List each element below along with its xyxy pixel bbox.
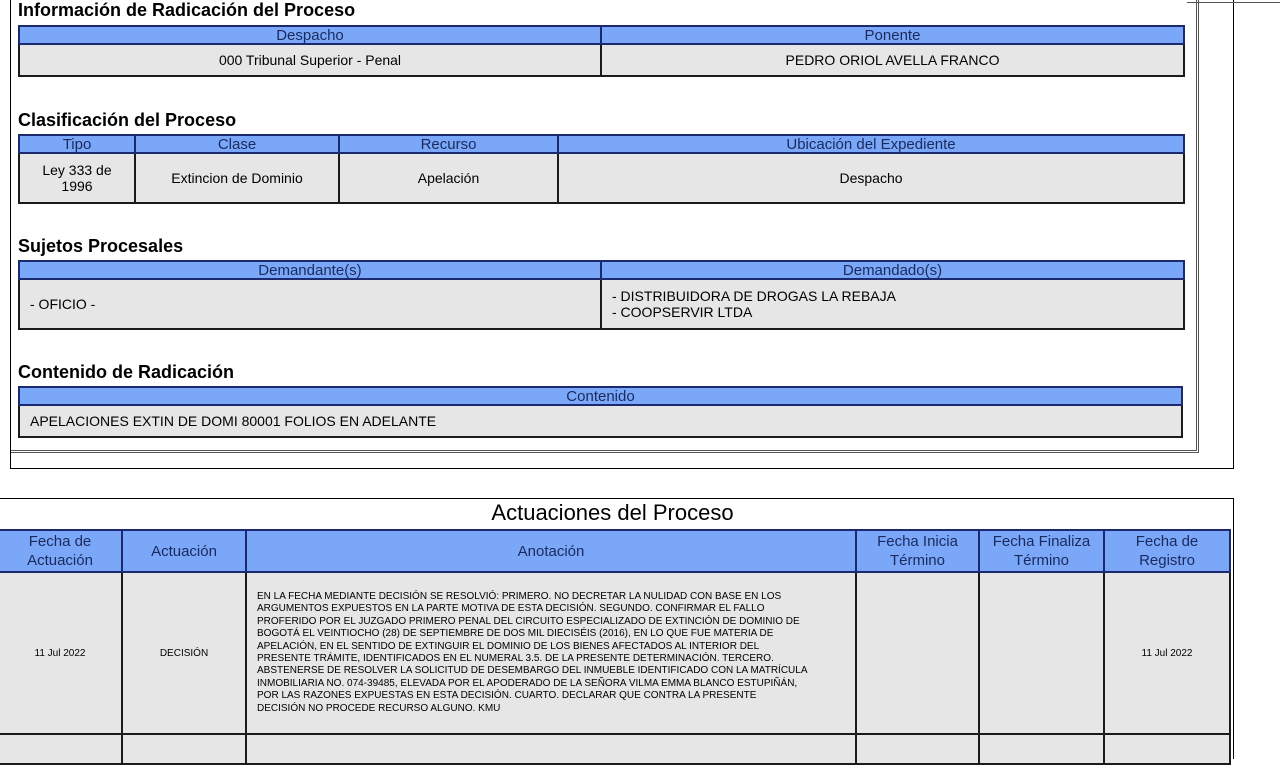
empty-cell [856,734,979,764]
empty-cell [122,734,246,764]
actuaciones-table [0,529,1231,765]
actuacion-cell: DECISIÓN [122,572,246,734]
fecha-finaliza-header: Fecha Finaliza Término [979,530,1104,572]
empty-cell [246,734,856,764]
fecha-registro-cell: 11 Jul 2022 [1104,572,1230,734]
demandado-header: Demandado(s) [601,261,1184,279]
demandante-value: - OFICIO - [19,279,601,329]
demandante-header: Demandante(s) [19,261,601,279]
contenido-table [18,386,1183,438]
ubicacion-value: Despacho [558,153,1184,203]
tipo-header: Tipo [19,135,135,153]
sujetos-table [18,260,1185,330]
empty-cell [0,734,122,764]
anotacion-cell: EN LA FECHA MEDIANTE DECISIÓN SE RESOLVIÓ: PRIMERO. NO DECRETAR LA NULIDAD CON BASE EN LOS ARGUMENTOS EXPUESTOS EN LA PARTE MOTIVA DE ESTA DECISIÓN. SEGUNDO. CONFIRMAR EL FALLO PROFERIDO POR EL JUZGADO PRIMERO PENAL DEL CIRCUITO ESPECIALIZADO DE EXTINCIÓN DE DOMINIO DE BOGOTÁ EL VEINTIOCHO (28) DE SEPTIEMBRE DE DOS MIL DIECISÉIS (2016), EN LO QUE FUE MATERIA DE APELACIÓN, EN EL SENTIDO DE EXTINGUIR EL DOMINIO DE LOS BIENES AFECTADOS AL INTERIOR DEL PRESENTE TRÁMITE, IDENTIFICADOS EN EL NUMERAL 3.5. DE LA PRESENTE DETERMINACIÓN. TERCERO. ABSTENERSE DE RESOLVER LA SOLICITUD DE DESEMBARGO DEL INMUEBLE IDENTIFICADO CON LA MATRÍCULA INMOBILIARIA NO. 074-39485, ELEVADA POR EL APODERADO DE LA SEÑORA VILMA EMMA BLANCO ESTUPIÑÁN, POR LAS RAZONES EXPUESTAS EN ESTA DECISIÓN. CUARTO. DECLARAR QUE CONTRA LA PRESENTE DECISIÓN NO PROCEDE RECURSO ALGUNO. KMU [246,572,856,734]
contenido-value: APELACIONES EXTIN DE DOMI 80001 FOLIOS EN ADELANTE [19,405,1182,437]
contenido-header: Contenido [19,387,1182,405]
ponente-header: Ponente [601,26,1184,44]
recurso-value: Apelación [339,153,558,203]
fecha-inicia-header: Fecha Inicia Término [856,530,979,572]
clase-header: Clase [135,135,339,153]
tipo-value: Ley 333 de 1996 [19,153,135,203]
top-rule [1187,2,1280,3]
actuacion-header: Actuación [122,530,246,572]
despacho-value: 000 Tribunal Superior - Penal [19,44,601,76]
despacho-header: Despacho [19,26,601,44]
recurso-header: Recurso [339,135,558,153]
ponente-value: PEDRO ORIOL AVELLA FRANCO [601,44,1184,76]
radicacion-title: Información de Radicación del Proceso [18,0,356,20]
demandado-item: - DISTRIBUIDORA DE DROGAS LA REBAJA [612,288,896,304]
demandado-item: - COOPSERVIR LTDA [612,304,753,320]
radicacion-table [18,25,1185,77]
fecha-actuacion-header: Fecha de Actuación [0,530,122,572]
actuaciones-title: Actuaciones del Proceso [491,500,734,525]
clase-value: Extincion de Dominio [135,153,339,203]
fecha-registro-header: Fecha de Registro [1104,530,1230,572]
table-row [0,734,1230,764]
sujetos-title: Sujetos Procesales [18,236,184,256]
fecha-inicia-cell [856,572,979,734]
anotacion-header: Anotación [246,530,856,572]
ubicacion-header: Ubicación del Expediente [558,135,1184,153]
clasificacion-title: Clasificación del Proceso [18,110,237,130]
fecha-finaliza-cell [979,572,1104,734]
empty-cell [979,734,1104,764]
contenido-title: Contenido de Radicación [18,362,235,382]
fecha-actuacion-cell: 11 Jul 2022 [0,572,122,734]
empty-cell [1104,734,1230,764]
table-row [0,572,1230,734]
clasificacion-table [18,134,1185,204]
demandados-value [601,279,1184,329]
